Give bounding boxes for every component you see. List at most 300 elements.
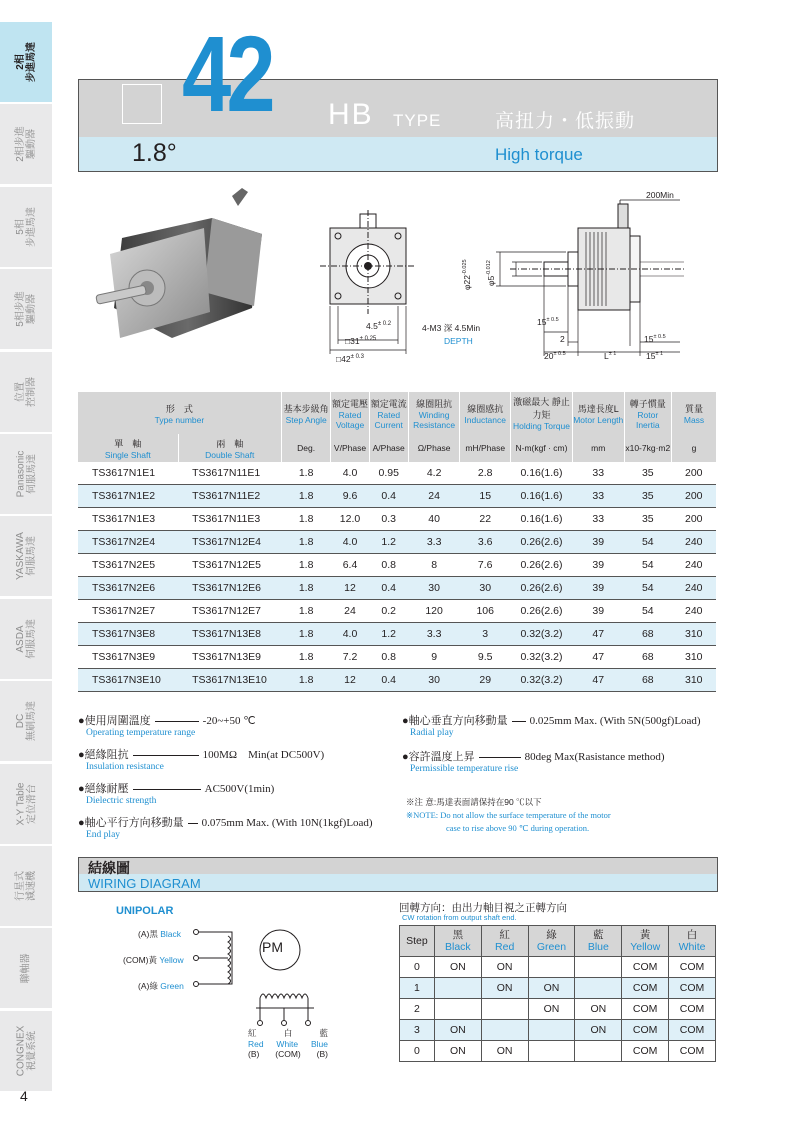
table-cell: 200 [672,485,716,508]
table-cell: 15 [460,485,511,508]
wire-com: (COM)黃 Yellow [123,955,184,965]
table-cell [434,978,481,999]
table-cell: 1.8 [281,577,331,600]
spec-unit-row [78,434,716,462]
note-en: Dielectric strength [86,796,157,806]
motor-photo [92,188,282,348]
table-cell: 3 [460,623,511,646]
table-cell: ON [575,999,622,1020]
table-cell: TS3617N13E10 [178,669,281,692]
sidebar-tab-line1: 位置 [15,381,26,402]
table-cell: TS3617N2E6 [78,577,178,600]
sidebar-tab-label [15,1026,37,1077]
sidebar-tab-line1: X-Y Table [15,782,26,826]
table-cell: 9.6 [331,485,369,508]
category-sidebar [0,0,52,1077]
sidebar-tab[interactable] [0,269,52,351]
table-cell: 310 [672,646,716,669]
table-cell: TS3617N1E3 [78,508,178,531]
col-head-en: Mass [683,414,705,425]
table-cell: 35 [624,462,671,485]
table-cell: 1.2 [369,623,408,646]
table-cell: TS3617N3E9 [78,646,178,669]
table-cell: TS3617N12E6 [178,577,281,600]
sidebar-tab-line1: 5相步進 [15,291,26,327]
rotation-note-en: CW rotation from output shaft end. [402,913,517,922]
excitation-sequence-table [399,925,716,1062]
col-head-cn: 線圈感抗 [467,403,504,414]
table-cell: 9.5 [460,646,511,669]
table-cell: 200 [672,462,716,485]
dim-L: $L^{\pm 1}$ [604,351,617,361]
table-cell: 0.26(2.6) [511,600,573,623]
table-cell: 0.3 [369,508,408,531]
sidebar-tab[interactable] [0,516,52,598]
table-cell: ON [481,978,528,999]
table-row [78,485,716,508]
table-row [400,1041,716,1062]
sidebar-tab-line2: 伺服馬達 [26,618,37,659]
table-cell: 12.0 [331,508,369,531]
sidebar-tab-line2: 定位滑台 [26,783,37,824]
sidebar-tab-label [15,42,37,82]
table-cell: 68 [624,623,671,646]
note-en: Permissible temperature rise [410,764,519,774]
table-cell: 2 [400,999,435,1020]
sequence-header-cn: 藍 [593,929,604,941]
table-row [400,1020,716,1041]
table-cell: 39 [572,554,624,577]
table-cell: TS3617N3E8 [78,623,178,646]
table-cell: 68 [624,669,671,692]
table-cell: 0.2 [369,600,408,623]
table-cell: 0 [400,1041,435,1062]
col-head [408,392,460,434]
table-row [78,600,716,623]
dim-31: $□31^{\pm 0.25}$ [345,336,377,346]
table-cell [528,1041,575,1062]
table-cell: 2.8 [460,462,511,485]
table-row [78,623,716,646]
table-cell: 6.4 [331,554,369,577]
table-cell: 30 [460,577,511,600]
table-cell: 35 [624,485,671,508]
table-cell: 0.8 [369,646,408,669]
table-cell: 40 [408,508,460,531]
unipolar-label: UNIPOLAR [116,905,174,917]
note-value: -20~+50 ℃ [202,715,256,727]
sidebar-tab-label [15,207,37,247]
sidebar-tab-label [15,377,37,407]
note-value: 80deg Max(Rasistance method) [524,751,665,763]
col-head [460,392,511,434]
sidebar-tab-line2: 驅動器 [26,294,37,325]
sidebar-tab-line1: Panasonic [14,450,26,498]
table-row [78,577,716,600]
table-cell: 3.6 [460,531,511,554]
sidebar-tab-line2: 步進馬達 [26,42,37,82]
double-shaft-en: Double Shaft [205,449,255,460]
note-label: ●軸心垂直方向移動量 [402,715,508,727]
table-cell: 33 [572,462,624,485]
table-row [78,554,716,577]
table-cell: TS3617N2E4 [78,531,178,554]
table-cell: 8 [408,554,460,577]
table-cell: 106 [460,600,511,623]
rotation-note-cn: 回轉方向：由出力軸目視之正轉方向 [399,902,567,914]
table-cell: 0.16(1.6) [511,485,573,508]
sidebar-tab-line1: 2相步進 [15,126,26,163]
table-cell: 240 [672,531,716,554]
sidebar-tab-line1: 2相 [15,54,26,70]
sequence-header-en: Black [444,941,471,953]
table-cell: 33 [572,508,624,531]
wire-a-bar: (A)綠 Green [138,981,184,991]
note-temp-rise [402,748,665,774]
table-cell [575,978,622,999]
sidebar-tab[interactable] [0,764,52,846]
unit-cell: x10-7kg·m2 [624,434,671,462]
table-cell: ON [481,957,528,978]
table-cell: COM [622,1020,669,1041]
table-cell: TS3617N11E3 [178,508,281,531]
sequence-header-row [400,926,716,957]
sequence-header-cell [481,926,528,957]
table-cell: COM [622,1041,669,1062]
sidebar-tab-label [15,532,37,580]
col-head-en: Inductance [464,414,506,425]
table-cell: 1.8 [281,462,331,485]
table-cell: 7.2 [331,646,369,669]
note-en: Insulation resistance [86,762,164,772]
sidebar-tab-label [15,127,37,163]
table-cell [575,1041,622,1062]
table-cell: 0.4 [369,669,408,692]
table-cell: 0.4 [369,577,408,600]
table-cell: 1.8 [281,508,331,531]
sidebar-tab[interactable] [0,434,52,516]
table-cell: 47 [572,669,624,692]
table-cell [528,957,575,978]
page-number: 4 [20,1088,28,1104]
sequence-header-en: Red [495,941,515,953]
step-angle-title: 1.8° [132,139,177,167]
note-dielectric [78,780,274,806]
table-cell: 7.6 [460,554,511,577]
table-cell: 47 [572,646,624,669]
table-cell: 1.8 [281,600,331,623]
sidebar-tab[interactable] [0,1011,52,1093]
dim-42: $□42^{\pm 0.3}$ [336,354,364,364]
table-cell: TS3617N1E1 [78,462,178,485]
sidebar-tab-label [15,291,37,327]
pm-label: PM [262,939,283,955]
table-cell: 12 [331,577,369,600]
table-cell: TS3617N2E5 [78,554,178,577]
table-row [78,646,716,669]
table-cell: 1.8 [281,531,331,554]
table-cell [575,957,622,978]
sequence-header-cn: 黑 [452,929,464,941]
table-cell: ON [528,978,575,999]
wire-bottom-cn: 紅 白 藍 [248,1028,328,1038]
table-cell: 0.4 [369,485,408,508]
note-label: ●容許溫度上昇 [402,751,475,763]
table-cell: 4.0 [331,623,369,646]
table-cell: 39 [572,600,624,623]
sidebar-tab[interactable] [0,599,52,681]
note-en: End play [86,830,121,840]
col-head [281,392,331,434]
table-cell: 310 [672,669,716,692]
series-name: HB [328,98,374,131]
sidebar-tab[interactable] [0,681,52,763]
table-cell: TS3617N13E9 [178,646,281,669]
table-cell: 24 [331,600,369,623]
sidebar-tab[interactable] [0,104,52,186]
table-cell: COM [669,999,716,1020]
table-cell: 9 [408,646,460,669]
table-cell: 54 [624,577,671,600]
unit-cell: mH/Phase [460,434,511,462]
table-cell: 240 [672,577,716,600]
table-cell [481,1020,528,1041]
table-cell: ON [575,1020,622,1041]
table-cell: 30 [408,669,460,692]
table-cell: 0.16(1.6) [511,462,573,485]
table-cell: TS3617N1E2 [78,485,178,508]
table-cell: 240 [672,600,716,623]
table-row [400,978,716,999]
table-cell: ON [434,957,481,978]
sidebar-tab-line2: 無刷馬達 [26,701,37,742]
front-view-drawing [318,210,418,355]
sidebar-tab-line1: YASKAWA [14,532,26,581]
table-cell: TS3617N12E4 [178,531,281,554]
table-cell: TS3617N13E8 [178,623,281,646]
sidebar-tab-line2: 視覺系統 [26,1030,37,1071]
sidebar-tab-line1: 5相 [15,219,26,235]
unit-cell: mm [572,434,624,462]
wire-bottom-code: (B) (COM) (B) [248,1049,328,1059]
table-cell: 0.32(3.2) [511,669,573,692]
note-label: ●軸心平行方向移動量 [78,817,184,829]
sequence-header-en: Yellow [630,941,661,953]
sidebar-tab-label [15,451,37,498]
sidebar-tab-line2: 減速機 [26,871,37,901]
col-head-cn: 線圈阻抗 [416,398,453,409]
note-en: Operating temperature range [86,728,196,738]
table-cell: 120 [408,600,460,623]
table-cell: 0.26(2.6) [511,531,573,554]
table-cell: TS3617N3E10 [78,669,178,692]
sequence-header-cn: 白 [686,929,698,941]
sidebar-tab[interactable] [0,928,52,1010]
table-cell: 68 [624,646,671,669]
unit-cell: A/Phase [369,434,408,462]
warning-en-1: ※NOTE: Do not allow the surface temperature of the motor [406,810,611,820]
sidebar-tab-line1: ASDA [15,625,26,653]
screw-spec: 4-M3 深 4.5Min [422,323,481,333]
sidebar-tab[interactable] [0,846,52,928]
col-head [624,392,671,434]
note-end-play [78,814,373,840]
sequence-header-cell [400,926,435,957]
type-en: Type number [154,414,205,425]
sidebar-tab-line2: 驅動器 [26,129,37,160]
sidebar-tab[interactable] [0,352,52,434]
unit-cell: Ω/Phase [408,434,460,462]
table-cell: TS3617N11E2 [178,485,281,508]
sequence-header-en: Blue [587,941,609,953]
sequence-header-cell [575,926,622,957]
wire-bottom-labels [248,1027,328,1059]
type-cn: 形 式 [165,403,193,414]
table-cell: 1.8 [281,554,331,577]
sequence-header-cn: Step [406,935,428,947]
col-head-en: Winding Resistance [413,409,456,430]
table-cell: TS3617N12E5 [178,554,281,577]
double-shaft-cn: 兩 軸 [216,438,244,449]
table-cell: ON [434,1020,481,1041]
sequence-header-cell [669,926,716,957]
table-cell: COM [622,999,669,1020]
note-label: ●絕緣耐壓 [78,783,129,795]
table-cell: 3.3 [408,623,460,646]
table-cell: 33 [572,485,624,508]
note-value: 100MΩ Min(at DC500V) [202,749,325,761]
lead-length: 200Min [646,190,674,200]
sidebar-tab-line1: CONGNEX [15,1025,26,1077]
wiring-title-en: WIRING DIAGRAM [88,876,201,891]
spec-table [78,392,716,692]
dim-phi5: $\varphi 5^{-0.012}$ [486,260,496,286]
table-cell: COM [669,978,716,999]
wire-bottom-en: Red White Blue [248,1039,328,1049]
sidebar-tab-label [21,953,32,983]
table-cell: 29 [460,669,511,692]
col-head [331,392,369,434]
col-head-cn: 馬達長度L [577,403,619,414]
table-cell: COM [669,1041,716,1062]
table-cell: 1.2 [369,531,408,554]
col-head [672,392,716,434]
col-head-en: Rated Current [374,409,403,430]
col-head [572,392,624,434]
dim-20: $20^{\pm 0.5}$ [544,351,566,361]
note-label: ●絕緣阻抗 [78,749,129,761]
col-head-en: Rotor Inertia [635,409,660,430]
table-row [400,999,716,1020]
dim-15b: $15^{\pm 0.5}$ [644,334,666,344]
table-row [78,508,716,531]
dim-15c: $15^{\pm 1}$ [646,351,664,361]
sequence-header-cell [622,926,669,957]
note-label: ●使用周圍溫度 [78,715,151,727]
table-row [78,462,716,485]
note-value: AC500V(1min) [204,783,275,795]
en-feature-title: High torque [495,145,583,164]
table-cell: 0.26(2.6) [511,554,573,577]
dim-2: 2 [560,334,565,344]
sidebar-tab-line2: 步進馬達 [26,206,37,247]
table-cell: ON [481,1041,528,1062]
sequence-header-cn: 綠 [546,929,557,941]
unit-cell: N-m(kgf · cm) [511,434,573,462]
table-cell: 4.2 [408,462,460,485]
table-cell: 22 [460,508,511,531]
col-head-cn: 轉子慣量 [629,398,666,409]
note-radial-play [402,712,701,738]
table-cell: ON [434,1041,481,1062]
table-cell: 0.32(3.2) [511,623,573,646]
table-cell: 0.8 [369,554,408,577]
table-cell: 200 [672,508,716,531]
unit-cell: V/Phase [331,434,369,462]
dim-phi22: $\varphi 22^{-0.025}$ [462,259,472,290]
table-cell: 54 [624,531,671,554]
spec-header-row [78,392,716,434]
note-en: Radial play [410,728,454,738]
sidebar-tab-line2: 伺服馬達 [25,536,37,577]
single-shaft-en: Single Shaft [104,449,151,460]
col-head-cn: 額定電流 [370,398,407,409]
note-operating-temp [78,712,256,738]
sequence-header-cell [434,926,481,957]
table-cell: 4.0 [331,462,369,485]
table-cell: TS3617N12E7 [178,600,281,623]
sidebar-tab[interactable] [0,187,52,269]
table-cell: 240 [672,554,716,577]
col-head-en: Holding Torque [512,421,570,431]
table-cell [481,999,528,1020]
warning-cn: ※注 意:馬達表面請保持在90 ℃以下 [406,797,542,807]
unit-cell: g [691,443,697,453]
col-head-cn: 基本步級角 [283,403,329,414]
table-cell: 0.95 [369,462,408,485]
sequence-header-cn: 黃 [639,929,651,941]
sidebar-tab-line2: 伺服馬達 [25,454,37,495]
note-value: 0.075mm Max. (With 10N(1kgf)Load) [201,817,373,829]
sidebar-tab[interactable] [0,22,52,104]
table-cell: 24 [408,485,460,508]
table-cell: 310 [672,623,716,646]
sidebar-tab-label [15,619,37,659]
warning-en-2: case to rise above 90 ℃ during operation. [446,823,590,833]
table-cell: 3 [400,1020,435,1041]
col-head-en: Motor Length [573,414,624,425]
table-cell: 0.32(3.2) [511,646,573,669]
sequence-header-en: Green [536,941,567,953]
col-head [369,392,408,434]
sequence-header-cell [528,926,575,957]
table-cell: 35 [624,508,671,531]
dim-4-5: $4.5^{\pm 0.2}$ [366,321,392,331]
sidebar-tab-line1: 聯軸器 [20,953,32,984]
table-cell: 47 [572,623,624,646]
sidebar-tab-label [15,782,37,825]
table-cell: 54 [624,600,671,623]
note-insulation [78,746,324,772]
type-label: TYPE [393,111,442,130]
table-cell: 1.8 [281,669,331,692]
col-head-cn: 激磁最大 靜止力矩 [513,397,570,420]
unit-cell: Deg. [281,434,331,462]
table-cell: TS3617N11E1 [178,462,281,485]
dim-15a: $15^{\pm 0.5}$ [537,317,559,327]
table-cell: 0.26(2.6) [511,577,573,600]
table-cell: COM [669,957,716,978]
